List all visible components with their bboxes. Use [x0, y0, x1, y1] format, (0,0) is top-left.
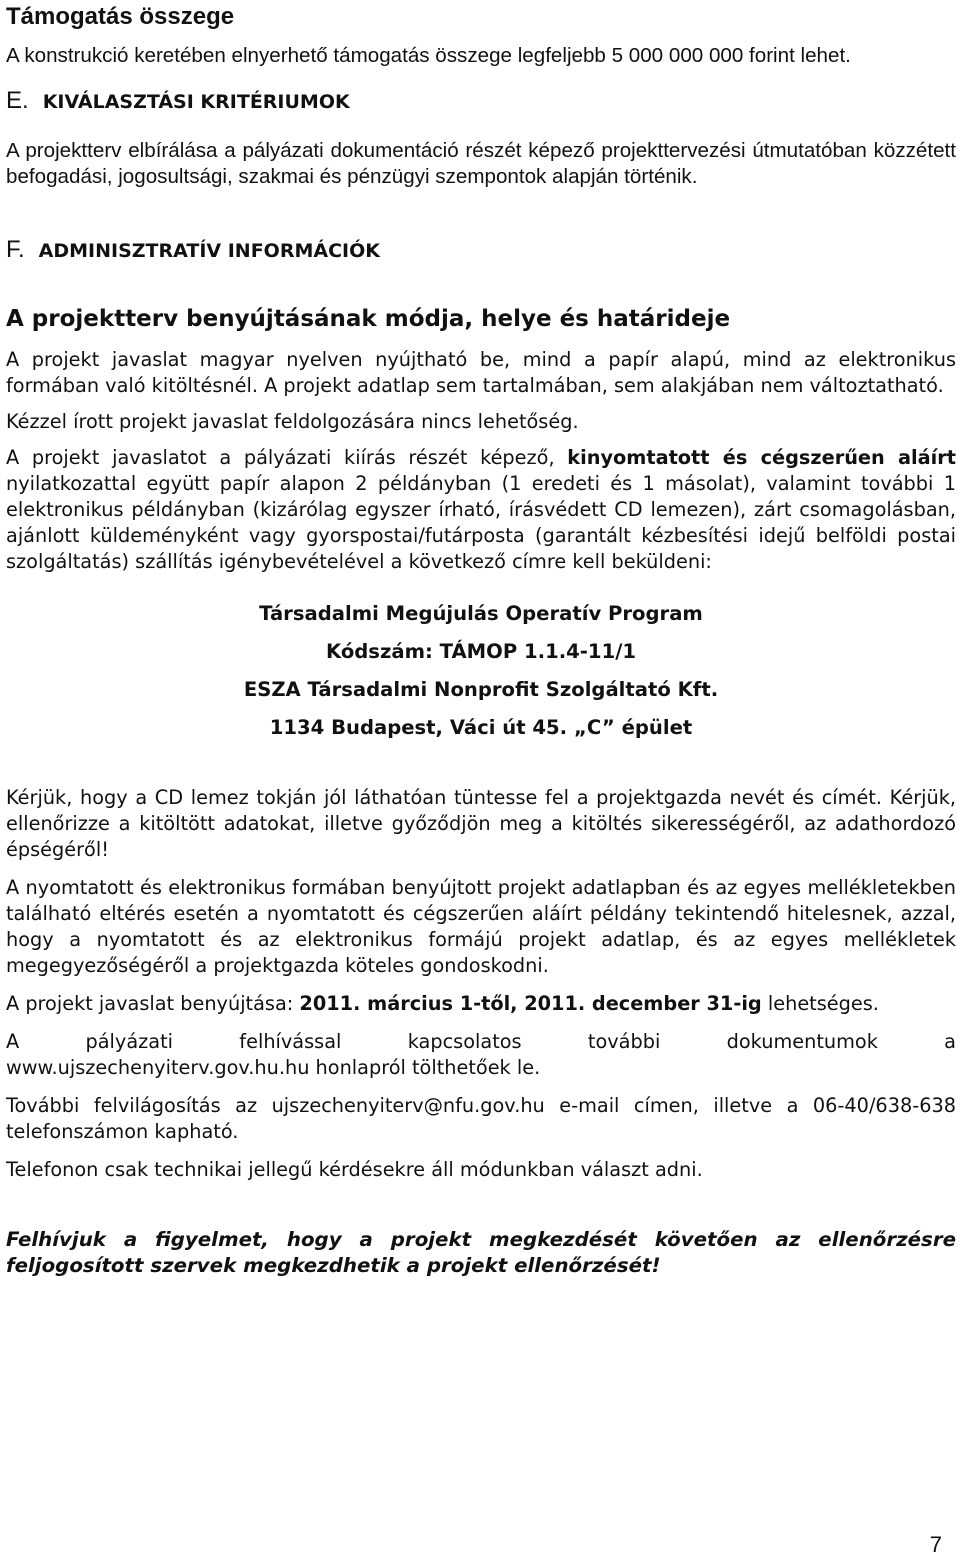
- section-e-letter: E.: [6, 87, 29, 114]
- submission-paragraph-1: A projekt javaslat magyar nyelven nyújtható be, mind a papír alapú, mind az elektronikus formában való kitöltésnél. A projekt adatlap sem tartalmában, sem alakjában nem változtatható.: [6, 348, 956, 397]
- support-text: A konstrukció keretében elnyerhető támogatás összege legfeljebb 5 000 000 000 forint lehet.: [6, 44, 851, 67]
- notes-paragraph-5: További felvilágosítás az ujszechenyiterv@nfu.gov.hu e-mail címen, illetve a 06-40/638-638 telefonszámon kapható.: [6, 1094, 956, 1143]
- page-number: 7: [929, 1532, 942, 1557]
- section-e-title: KIVÁLASZTÁSI KRITÉRIUMOK: [42, 91, 350, 113]
- document-page: [6, 0, 956, 1279]
- address-line-2: Kódszám: TÁMOP 1.1.4-11/1: [325, 640, 636, 663]
- notes-p3-end: lehetséges.: [761, 992, 879, 1015]
- support-title: Támogatás összege: [6, 3, 235, 30]
- notes-p4-line-1: A pályázati felhívással kapcsolatos további dokumentumok a: [6, 1030, 956, 1053]
- address-line-4: 1134 Budapest, Váci út 45. „C” épület: [269, 716, 693, 739]
- submission-paragraph-2: Kézzel írott projekt javaslat feldolgozására nincs lehetőség.: [6, 410, 579, 433]
- section-e-text: A projektterv elbírálása a pályázati dokumentáció részét képező projekttervezési útmutatóban közzétett befogadási, jogosultsági, szakmai és pénzügyi szempontok alapján történik.: [6, 139, 956, 188]
- section-f-title: ADMINISZTRATÍV INFORMÁCIÓK: [38, 240, 380, 262]
- submission-p3-start: A projekt javaslatot a pályázati kiírás részét képező,: [6, 446, 568, 469]
- notes-paragraph-4: [6, 1029, 956, 1081]
- notes-p3-date: 2011. március 1-től, 2011. december 31-ig: [299, 992, 762, 1015]
- submission-p3-end: nyilatkozattal együtt papír alapon 2 példányban (1 eredeti és 1 másolat), valamint további 1 elektronikus példányban (kizárólag egyszer írható, írásvédett CD lemezen), zárt csomagolásban, ajánlott küldeményként vagy gyorspostai/futárposta (garantált kézbesítési idejű belföldi postai szolgáltatás) szállítás igénybevételével a következő címre kell beküldeni:: [6, 472, 956, 573]
- submission-paragraph-3: [6, 445, 956, 575]
- section-e-heading: [6, 87, 956, 116]
- notes-paragraph-3: [6, 991, 956, 1017]
- notes-paragraph-1: Kérjük, hogy a CD lemez tokján jól láthatóan tüntesse fel a projektgazda nevét és címét. Kérjük, ellenőrizze a kitöltött adatokat, illetve győződjön meg a kitöltés sikerességéről, az adathordozó épségéről!: [6, 786, 956, 861]
- notes-p3-start: A projekt javaslat benyújtása:: [6, 992, 300, 1015]
- warning-text: Felhívjuk a figyelmet, hogy a projekt megkezdését követően az ellenőrzésre feljogosított szervek megkezdhetik a projekt ellenőrzését!: [6, 1228, 956, 1277]
- submission-p3-bold: kinyomtatott és cégszerűen aláírt: [567, 446, 956, 469]
- notes-p4-line-2: www.ujszechenyiterv.gov.hu.hu honlapról tölthetőek le.: [6, 1056, 541, 1079]
- address-block: [6, 595, 956, 747]
- notes-paragraph-2: A nyomtatott és elektronikus formában benyújtott projekt adatlapban és az egyes mellékletekben található eltérés esetén a nyomtatott és cégszerűen aláírt példány tekintendő hitelesnek, azzal, hogy a nyomtatott és az elektronikus formájú projekt adatlap, és az egyes mellékletek megegyezőségéről a projektgazda köteles gondoskodni.: [6, 876, 956, 977]
- section-f-letter: F.: [6, 236, 25, 263]
- submission-title: A projektterv benyújtásának módja, helye és határideje: [6, 306, 731, 332]
- section-f-heading: [6, 236, 956, 265]
- notes-paragraph-6: Telefonon csak technikai jellegű kérdésekre áll módunkban választ adni.: [6, 1158, 703, 1181]
- address-line-1: Társadalmi Megújulás Operatív Program: [259, 602, 703, 625]
- address-line-3: ESZA Társadalmi Nonprofit Szolgáltató Kft.: [243, 678, 719, 701]
